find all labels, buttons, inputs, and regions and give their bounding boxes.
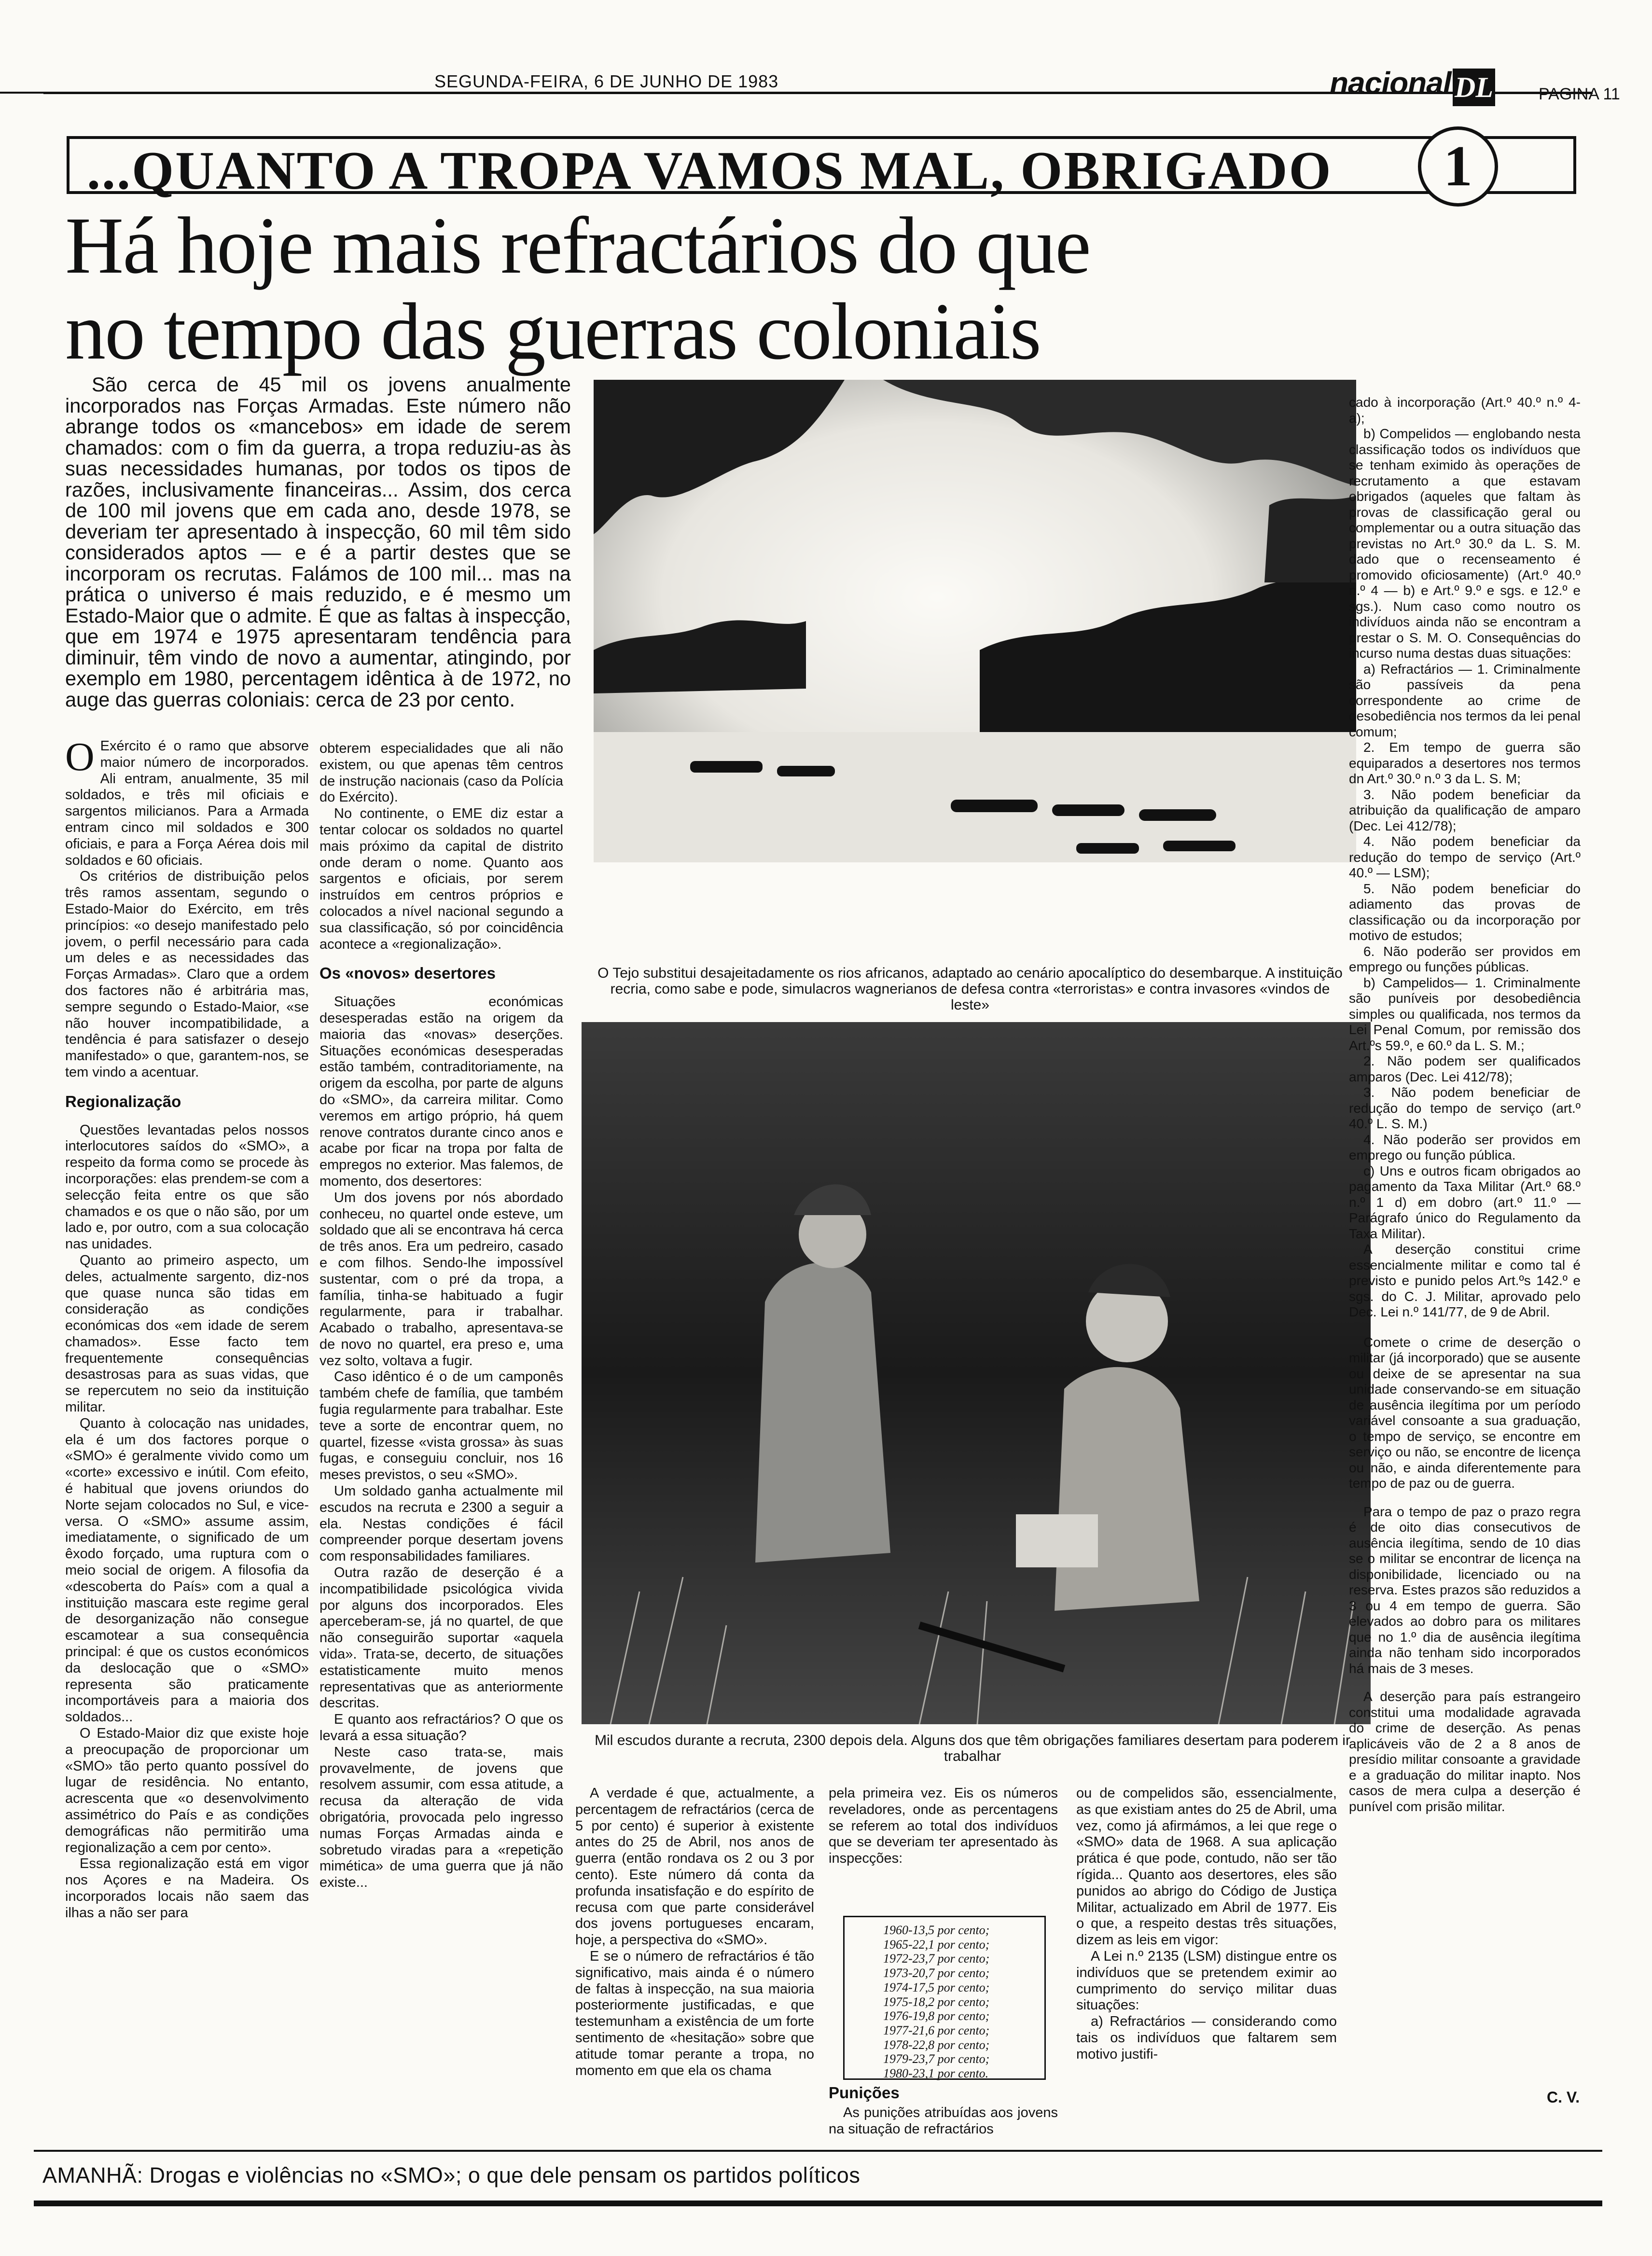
article-column-4-continued: Punições As punições atribuídas aos jovens na situação de refractários [829,2084,1058,2137]
stats-row: 1980-23,1 por cento. [883,2066,989,2081]
next-edition-teaser: AMANHÃ: Drogas e violências no «SMO»; o que dele pensam os partidos políticos [42,2163,861,2187]
article-column-3: A verdade é que, actualmente, a percentagem de refractários (cerca de 5 por cento) é superior à existente antes do 25 de Abril, nos anos de guerra (então rondava os 2 ou 3 por cento). Este número dá conta da profunda insatisfação e do espírito de recusa com que parte considerável dos jovens portugueses encaram, hoje, a perspectiva do «SMO». E se o número de refractários é tão significativo, mais ainda é o número de faltas à inspecção, na sua maioria posteriormente justificadas, e que testemunham a existência de um forte sentimento de «hesitação» sobre que atitude tomar perante a tropa, no momento em que ela os chama [575,1785,814,2078]
footer-top-rule [34,2150,1602,2152]
stats-row: 1976-19,8 por cento; [883,2009,990,2023]
footer-bottom-rule [34,2201,1602,2206]
author-signature: C. V. [1547,2089,1580,2106]
kicker-title: ...QUANTO A TROPA VAMOS MAL, OBRIGADO [87,141,1333,201]
photo-soldiers [582,1022,1371,1724]
drop-cap: O [65,734,95,779]
stats-row: 1974-17,5 por cento; [883,1980,990,1994]
headline-line-2: no tempo das guerras coloniais [65,287,1041,376]
stats-row: 1978-22,8 por cento; [883,2037,990,2052]
article-column-6: cado à incorporação (Art.º 40.º n.º 4-a); b) Compelidos — englobando nesta classificação todos os indivíduos que se tenham eximido às operações de recrutamento a que estavam obrigados (aqueles que faltam às provas de classificação geral ou complementar ou a outra situação das previstas no Art.º 30.º da L. S. M. dado que o recenseamento é promovido oficiosamente) (Art.º 40.º n.º 4 — b) e Art.º 9.º e sgs. e 12.º e sgs.). Num caso como noutro os indivíduos ainda não se encontram a prestar o S. M. O. Consequências do incurso numa destas duas situações: a) Refractários — 1. Criminalmente são passíveis da pena correspondente ao crime de desobediência nos termos da lei penal comum; 2. Em tempo de guerra são equiparados a desertores nos termos dn Art.º 30.º n.º 3 da L. S. M; 3. Não podem beneficiar da atribuição da qualificação de amparo (Dec. Lei 412/78); 4. Não podem beneficiar da redução do tempo de serviço (Art.º 40.º — LSM); 5. Não podem beneficiar do adiamento das provas de classificação ou da incorporação por motivo de estudos; 6. Não poderão ser providos em emprego ou funções públicas. b) Campelidos— 1. Criminalmente são puníveis por desobediência simples ou qualificada, nos termos da Lei Penal Comum, por remissão dos Art.ºs 59.º, e 60.º da L. S. M.; 2. Não podem ser qualificados amparos (Dec. Lei 412/78); 3. Não podem beneficiar de redução do tempo de serviço (art.º 40.º L. S. M.) 4. Não poderão ser providos em emprego ou função pública. c) Uns e outros ficam obrigados ao pagamento da Taxa Militar (Art.º 68.º n.º 1 d) em dobro (art.º 11.º — Parágrafo único do Regulamento da Taxa Militar). A deserção constitui crime essencialmente militar e como tal é previsto e punido pelos Art.ºs 142.º e sgs. do C. J. Militar, aprovado pelo Dec. Lei n.º 141/77, de 9 de Abril. Comete o crime de deserção o militar (já incorporado) que se ausente ou deixe de se apresentar na sua unidade conservando-se em situação de ausência ilegítima por um período variável consoante a sua graduação, o tempo de serviço, se encontre em serviço ou não, se encontre de licença ou não, e ainda diferentemente para tempo de paz ou de guerra. Para o tempo de paz o prazo regra é de oito dias consecutivos de ausência ilegítima, sendo de 10 dias se o militar se encontrar de licença na disponibilidade, licenciado ou na reserva. Estes prazos são reduzidos a 3 ou 4 em tempo de guerra. São elevados ao dobro para os militares que no 1.º dia de ausência ilegítima ainda não tenham sido incorporados há mais de 3 meses. A deserção para país estrangeiro constitui uma modalidade agravada do crime de deserção. As penas aplicáveis vão de 2 a 8 anos de presídio militar consoante a gravidade e a graduação do militar inapto. Nos casos de mera culpa a deserção é punível com prisão militar. [1349,395,1581,1814]
left-margin-rule [0,92,43,94]
photo-river-landing-caption: O Tejo substitui desajeitadamente os rios africanos, adaptado ao cenário apocalíptico do desembarque. A instituição recria, como sabe e pode, simulacros wagnerianos de defesa contra «terroristas» e contra invasores «vindos de leste» [597,965,1343,1013]
stats-row: 1960-13,5 por cento; [883,1923,990,1937]
part-number-badge: 1 [1418,126,1498,207]
subhead-regionalizacao: Regionalização [65,1092,181,1110]
stats-box [843,1916,1046,2080]
article-column-1: O Exército é o ramo que absorve maior número de incorporados. Ali entram, anualmente, 35 mil soldados, e três mil oficiais e sargentos milicianos. Para a Armada entram cinco mil soldados e 300 oficiais, e para a Força Aérea dois mil soldados e 60 oficiais. Os critérios de distribuição pelos três ramos assentam, segundo o Estado-Maior do Exército, em três princípios: «o desejo manifestado pelo jovem, o perfil necessário para cada um deles e as necessidades das Forças Armadas». Claro que a ordem dos factores não é arbitrária mas, sempre segundo o Estado-Maior, «se não houver incompatibilidade, a tendência é para satisfazer o desejo manifestado» o que, garantem-nos, se tem vindo a acentuar. Regionalização Questões levantadas pelos nossos interlocutores saídos do «SMO», a respeito da forma como se procede às incorporações: elas prendem-se com a selecção feita entre os que são chamados e os que o não são, por um lado e, por outro, com a sua colocação nas unidades. Quanto ao primeiro aspecto, um deles, actualmente sargento, diz-nos que quase nunca são tidas em consideração as condições económicas dos «em idade de serem chamados». Esse facto tem frequentemente consequências desastrosas para as suas vidas, que se repercutem no seio da instituição militar. Quanto à colocação nas unidades, ela é um dos factores porque o «SMO» é geralmente vivido como um «corte» excessivo e inútil. Com efeito, é habitual que jovens oriundos do Norte sejam colocados no Sul, e vice-versa. O «SMO» assume assim, imediatamente, o significado de um êxodo forçado, uma ruptura com o meio social de origem. A filosofia da «descoberta do País» com a qual a instituição mascara este regime geral de desorganização não consegue escamotear a sua consequência principal: é que os custos económicos da deslocação que o «SMO» representa são praticamente incomportáveis para a maioria dos soldados... O Estado-Maior diz que existe hoje a preocupação de proporcionar um «SMO» tão perto quanto possível do lugar de residência. No entanto, acrescenta que «o desenvolvimento assimétrico do País e as condições demográficas não permitirão uma regionalização a cem por cento». Essa regionalização está em vigor nos Açores e na Madeira. Os incorporados locais não saem das ilhas a não ser para [65,734,309,1921]
stats-row: 1972-23,7 por cento; [883,1952,990,1966]
article-column-2: obterem especialidades que ali não existem, ou que apenas têm centros de instrução nacionais (caso da Polícia do Exército). No continente, o EME diz estar a tentar colocar os soldados no quartel mais próximo da capital de distrito onde deram o nome. Quanto aos sargentos e oficiais, por serem instruídos em centros próprios e colocados a nível nacional segundo a sua classificação, só por coincidência acontece a «regionalização». Os «novos» desertores Situações económicas desesperadas estão na origem da maioria das «novas» deserções. Situações económicas desesperadas estão também, contraditoriamente, na origem da escolha, por parte de alguns do «SMO», da carreira militar. Como veremos em artigo próprio, há quem renove contratos durante cinco anos e acabe por ficar na tropa por falta de empregos no exterior. Mas falemos, de momento, dos desertores: Um dos jovens por nós abordado conheceu, no quartel onde esteve, um soldado que ali se encontrava há cerca de três anos. Era um pedreiro, casado e com filhos. Sendo-lhe impossível sustentar, com o pré da tropa, a família, tinha-se habituado a fugir regularmente, para ir trabalhar. Acabado o trabalho, apresentava-se de novo no quartel, era preso e, uma vez solto, voltava a fugir. Caso idêntico é o de um camponês também chefe de família, que também fugia regularmente para trabalhar. Este teve a sorte de encontrar quem, no quartel, fizesse «vista grossa» às suas fugas, e conseguiu concluir, nos 16 meses previstos, o seu «SMO». Um soldado ganha actualmente mil escudos na recruta e 2300 a seguir a ela. Nestas condições é fácil compreender porque desertam jovens com responsabilidades familiares. Outra razão de deserção é a incompatibilidade psicológica vivida por alguns dos incorporados. Eles aperceberam-se, já no quartel, de que não conseguirão suportar «aquela vida». Trata-se, decerto, de situações estatisticamente muito menos representativas que as anteriormente descritas. E quanto aos refractários? O que os levará a essa situação? Neste caso trata-se, mais provavelmente, de jovens que resolvem assumir, com essa atitude, a recusa da alteração de vida obrigatória, provocada pelo ingresso numas Forças Armadas ainda e sobretudo viradas para a «repetição mimética» de uma guerra que já não existe... [319,741,563,1891]
page-number: PAGINA 11 [1539,85,1620,103]
article-column-5: ou de compelidos são, essencialmente, as que existiam antes do 25 de Abril, uma vez, como já afirmámos, a lei que rege o «SMO» data de 1968. A sua aplicação prática é que pode, contudo, não ser tão rígida... Quanto aos desertores, eles são punidos ao abrigo do Código de Justiça Militar, actualizado em Abril de 1977. Eis o que, a respeito destas três situações, dizem as leis em vigor: A Lei n.º 2135 (LSM) distingue entre os indivíduos que se pretendem eximir ao cumprimento do serviço militar duas situações: a) Refractários — considerando como tais os indivíduos que faltarem sem motivo justifi- [1076,1785,1337,2062]
photo-river-landing [594,380,1356,862]
newspaper-logo: DL [1453,69,1495,106]
photo-soldiers-image [582,1022,1371,1724]
stats-row: 1965-22,1 por cento; [883,1937,990,1952]
headline [65,203,1561,374]
stats-list [845,1917,1044,2081]
dateline: SEGUNDA-FEIRA, 6 DE JUNHO DE 1983 [434,71,779,91]
photo-river-landing-image [594,380,1356,862]
section-name: nacional [1330,66,1451,100]
lead-paragraph: São cerca de 45 mil os jovens anualmente incorporados nas Forças Armadas. Este número não abrange todos os «mancebos» em idade de serem chamados: com o fim da guerra, a tropa reduziu-as às suas necessidades humanas, por todos os tipos de razões, inclusivamente financeiras... Assim, dos cerca de 100 mil jovens que em cada ano, desde 1978, se deveriam ter apresentado à inspecção, 60 mil têm sido considerados aptos — e é a partir destes que se incorporam os recrutas. Falámos de 100 mil... mas na prática o universo é mais reduzido, e é mesmo um Estado-Maior que o admite. É que as faltas à inspecção, que em 1974 e 1975 apresentaram tendência para diminuir, têm vindo de novo a aumentar, atingindo, por exemplo em 1980, percentagem idêntica à de 1972, no auge das guerras coloniais: cerca de 23 por cento. [65,373,571,711]
article-column-4: pela primeira vez. Eis os números reveladores, onde as percentagens se referem ao total dos indivíduos que se deveriam ter apresentado às inspecções: [829,1785,1058,1867]
subhead-punicoes: Punições [829,2084,900,2102]
headline-line-1: Há hoje mais refractários do que [65,201,1090,291]
stats-row: 1973-20,7 por cento; [883,1966,990,1980]
stats-row: 1979-23,7 por cento; [883,2052,990,2066]
subhead-novos-desertores: Os «novos» desertores [319,964,496,983]
stats-row: 1977-21,6 por cento; [883,2023,990,2037]
photo-soldiers-caption: Mil escudos durante a recruta, 2300 depois dela. Alguns dos que têm obrigações familiares desertam para poderem ir trabalhar [595,1732,1350,1764]
stats-row: 1975-18,2 por cento; [883,1994,990,2009]
